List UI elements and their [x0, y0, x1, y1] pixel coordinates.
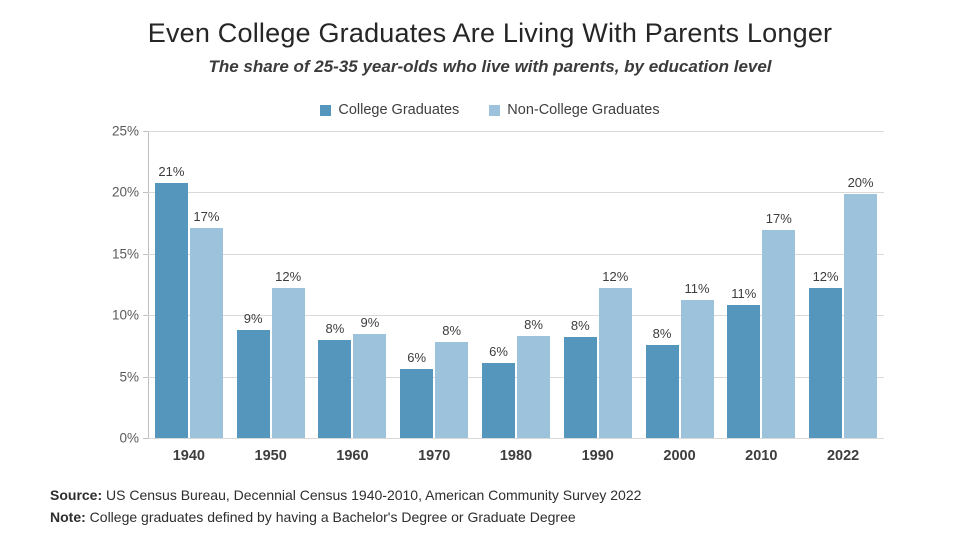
bar-value-label: 11%: [684, 281, 710, 297]
chart-title: Even College Graduates Are Living With Parents Longer: [147, 18, 833, 48]
legend-label-college-graduates: College Graduates: [338, 102, 460, 118]
bar-college-graduates[interactable]: [237, 310, 270, 438]
bar-group: [720, 131, 802, 464]
bar-value-label: 8%: [570, 318, 590, 334]
bar-non-college-graduates[interactable]: [599, 269, 632, 438]
bar-non-college-graduates[interactable]: [762, 211, 795, 438]
x-tick-label: 2010: [745, 448, 778, 464]
bar-college-graduates[interactable]: [318, 320, 351, 438]
bar-value-label: 17%: [765, 211, 792, 227]
legend-item-college-graduates[interactable]: [320, 102, 459, 118]
y-tick-label: 25%: [111, 123, 139, 139]
bar-group: [802, 131, 884, 464]
bar-value-label: 8%: [442, 323, 462, 339]
y-tick-label: 15%: [111, 246, 139, 262]
bar-college-graduates[interactable]: [646, 325, 679, 438]
y-tick-label: 10%: [111, 307, 139, 323]
bar-college-graduates[interactable]: [809, 269, 842, 438]
bar-college-graduates[interactable]: [400, 350, 433, 438]
y-tick-label: 0%: [119, 430, 139, 446]
x-tick-label: 2022: [826, 448, 860, 464]
bar-non-college-graduates[interactable]: [844, 174, 877, 438]
footnote-source: [50, 485, 950, 507]
x-tick-label: 2000: [663, 448, 696, 464]
bar-non-college-graduates[interactable]: [353, 314, 386, 438]
bar-value-label: 12%: [812, 269, 839, 285]
gridline: [119, 430, 884, 446]
bar-group: [393, 131, 475, 464]
x-tick-label: 1960: [336, 448, 369, 464]
legend-swatch-college-graduates: [320, 105, 331, 116]
footnote-note: [50, 507, 950, 529]
chart-legend: [0, 102, 980, 118]
bar-group: [475, 131, 557, 464]
footnotes: [50, 485, 950, 528]
bar-college-graduates[interactable]: [727, 286, 760, 438]
bar-value-label: 12%: [275, 269, 302, 285]
bar-non-college-graduates[interactable]: [190, 209, 223, 438]
plot-area: [111, 123, 884, 464]
footnote-note-text: College graduates defined by having a Bachelor's Degree or Graduate Degree: [85, 508, 576, 525]
bar-group: [639, 131, 721, 464]
legend-label-non-college-graduates: Non-College Graduates: [507, 102, 660, 118]
bar-college-graduates[interactable]: [155, 163, 188, 438]
bar-non-college-graduates[interactable]: [435, 323, 468, 438]
bar-value-label: 20%: [847, 174, 874, 190]
bar-non-college-graduates[interactable]: [272, 269, 305, 438]
y-tick-mark: [143, 438, 148, 439]
legend-item-non-college-graduates[interactable]: [489, 102, 659, 118]
bar-value-label: 6%: [489, 344, 508, 360]
chart-subtitle: The share of 25-35 year-olds who live with parents, by education level: [208, 57, 772, 76]
bar-group: [557, 131, 639, 464]
bar-value-label: 8%: [652, 325, 672, 341]
bar-value-label: 6%: [407, 350, 427, 366]
bar-non-college-graduates[interactable]: [681, 281, 714, 438]
legend-swatch-non-college-graduates: [489, 105, 500, 116]
bar-value-label: 12%: [602, 269, 629, 285]
footnote-note-label: Note:: [50, 508, 86, 525]
bar-value-label: 8%: [325, 320, 345, 336]
y-tick-label: 20%: [111, 184, 139, 200]
bar-value-label: 8%: [524, 317, 543, 333]
x-tick-label: 1990: [581, 448, 614, 464]
x-tick-label: 1940: [172, 448, 206, 464]
bar-group: [148, 131, 230, 464]
footnote-source-label: Source:: [50, 487, 103, 503]
bar-group: [230, 131, 312, 464]
footnote-source-text: US Census Bureau, Decennial Census 1940-2010, American Community Survey 2022: [102, 487, 642, 503]
bar-value-label: 11%: [731, 286, 757, 302]
x-tick-label: 1970: [418, 448, 451, 464]
bar-value-label: 17%: [193, 209, 220, 225]
x-tick-label: 1950: [254, 448, 287, 464]
bar-value-label: 21%: [158, 163, 185, 179]
bar-college-graduates[interactable]: [482, 344, 515, 438]
x-tick-label: 1980: [499, 448, 533, 464]
y-tick-label: 5%: [119, 369, 139, 385]
bar-college-graduates[interactable]: [564, 318, 597, 438]
bar-value-label: 9%: [243, 310, 263, 326]
bar-non-college-graduates[interactable]: [517, 317, 550, 438]
bar-group: [312, 131, 394, 464]
bar-value-label: 9%: [360, 314, 380, 330]
